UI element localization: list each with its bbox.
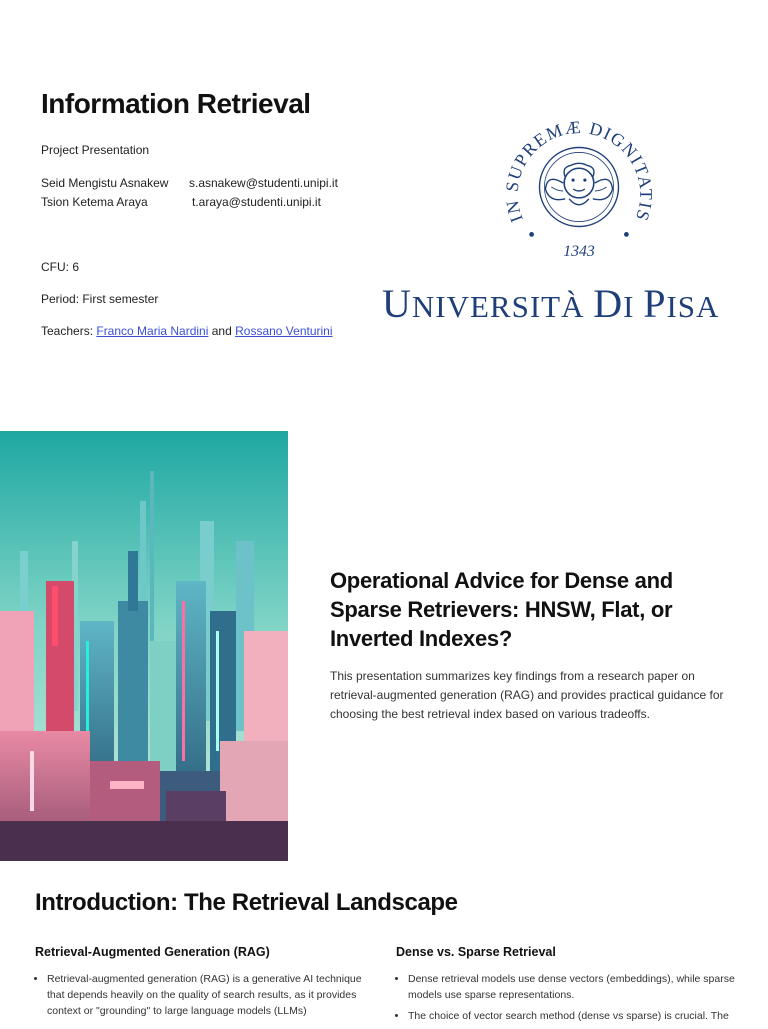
author-email: s.asnakew@studenti.unipi.it (189, 176, 338, 190)
slide-title: Operational Advice for Dense and Sparse Retrievers: HNSW, Flat, or Inverted Indexes? (330, 568, 673, 651)
bullet-item: • The choice of vector search method (dense vs sparse) is crucial. The (408, 1008, 741, 1024)
author-name: Seid Mengistu Asnakew (41, 176, 169, 190)
column-dense-sparse (396, 945, 741, 1029)
column-rag (35, 945, 380, 1024)
author-row (41, 195, 321, 209)
page-title: Information Retrieval (41, 88, 311, 119)
column-heading: Dense vs. Sparse Retrieval (396, 945, 556, 959)
author-name: Tsion Ketema Araya (41, 195, 148, 209)
bullet-item: • Retrieval-augmented generation (RAG) is a generative AI technique that depends heavily on the quality of search results, as it provides context or "grounding" to large language models (LLMs) (47, 971, 380, 1019)
author-row (41, 176, 338, 190)
cfu-label: CFU: 6 (41, 260, 80, 274)
teachers-and: and (208, 324, 236, 338)
subtitle: Project Presentation (41, 143, 150, 157)
svg-text:IN SUPREMÆ DIGNITATIS: IN SUPREMÆ DIGNITATIS (501, 116, 657, 226)
period-label: Period: First semester (41, 292, 159, 306)
slide-body-text: This presentation summarizes key findings from a research paper on retrieval-augmented generation (RAG) and provides practical guidance for choosing the best retrieval index based on various tradeoffs. (330, 669, 724, 721)
university-seal-logo (500, 108, 658, 266)
teacher-link-nardini[interactable]: Franco Maria Nardini (96, 324, 209, 338)
university-name-logo: UNIVERSITÀ DI PISA (382, 281, 720, 326)
teacher-link-venturini[interactable]: Rossano Venturini (235, 324, 333, 338)
teachers-prefix: Teachers: (41, 324, 97, 338)
bullet-list (396, 971, 741, 1024)
bullet-list (35, 971, 380, 1019)
author-email: t.araya@studenti.unipi.it (192, 195, 321, 209)
teachers-line (41, 324, 333, 338)
svg-text:1343: 1343 (563, 243, 595, 261)
column-heading: Retrieval-Augmented Generation (RAG) (35, 945, 270, 959)
bullet-item: • Dense retrieval models use dense vectors (embeddings), while sparse models use sparse representations. (408, 971, 741, 1003)
section-title: Introduction: The Retrieval Landscape (35, 889, 458, 916)
cityscape-illustration (0, 431, 288, 861)
